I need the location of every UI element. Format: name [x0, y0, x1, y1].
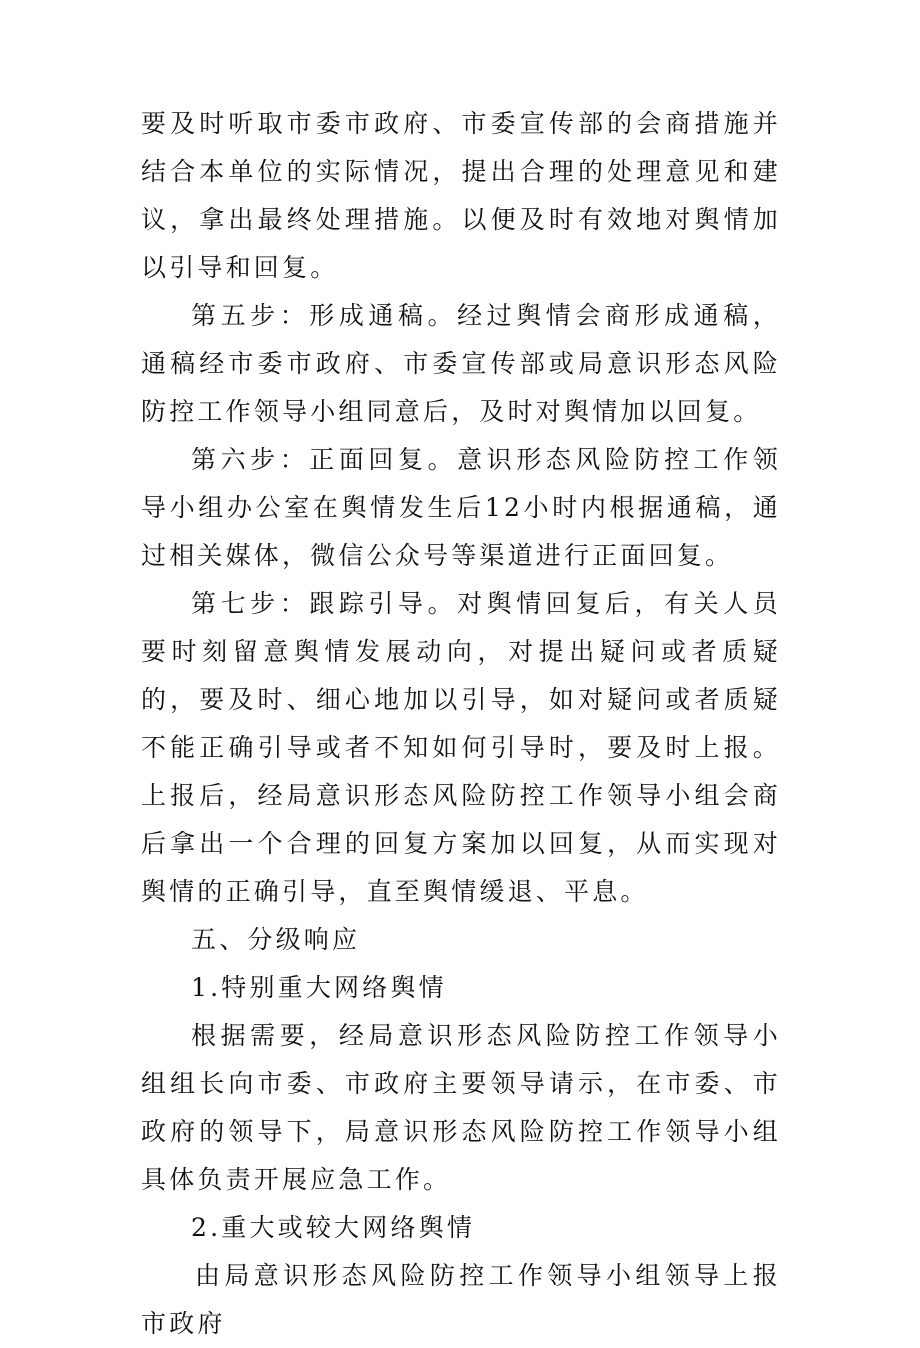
paragraph-step-seven: 第七步：跟踪引导。对舆情回复后，有关人员要时刻留意舆情发展动向，对提出疑问或者质疑的，要及时、细心地加以引导，如对疑问或者质疑不能正确引导或者不知如何引导时，要及时上报。上报后，经局意识形态风险防控工作领导小组会商后拿出一个合理的回复方案加以回复，从而实现对舆情的正确引导，直至舆情缓退、平息。: [141, 589, 781, 906]
paragraph-step-six: 第六步：正面回复。意识形态风险防控工作领导小组办公室在舆情发生后12小时内根据通稿，通过相关媒体，微信公众号等渠道进行正面回复。: [141, 445, 781, 570]
document-body: [141, 100, 781, 1348]
paragraph-especially-major: 根据需要，经局意识形态风险防控工作领导小组组长向市委、市政府主要领导请示，在市委、市政府的领导下，局意识形态风险防控工作领导小组具体负责开展应急工作。: [141, 1021, 781, 1194]
subheading-especially-major: 1.特别重大网络舆情: [191, 973, 447, 1002]
paragraph-continuation: 要及时听取市委市政府、市委宣传部的会商措施并结合本单位的实际情况，提出合理的处理意见和建议，拿出最终处理措施。以便及时有效地对舆情加以引导和回复。: [141, 109, 781, 282]
section-heading-tiered-response: 五、分级响应: [191, 925, 361, 954]
paragraph-step-five: 第五步：形成通稿。经过舆情会商形成通稿，通稿经市委市政府、市委宣传部或局意识形态风险防控工作领导小组同意后，及时对舆情加以回复。: [141, 301, 781, 426]
subheading-major-or-large: 2.重大或较大网络舆情: [191, 1213, 476, 1242]
paragraph-major-or-large: 由局意识形态风险防控工作领导小组领导上报市政府: [141, 1261, 781, 1338]
